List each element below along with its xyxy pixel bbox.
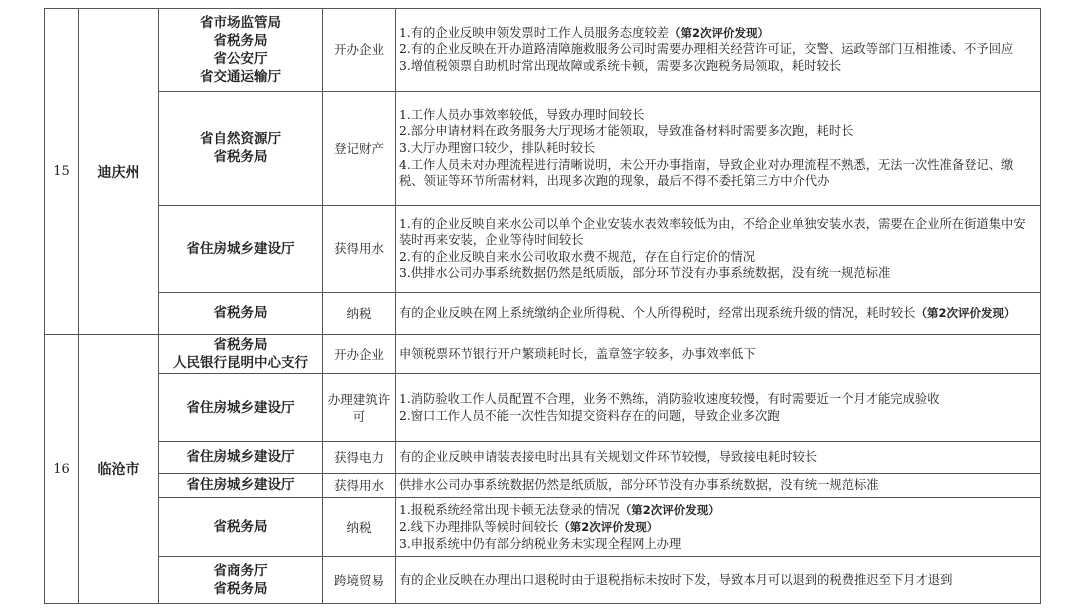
- issue-text: 1.有的企业反映自来水公司以单个企业安装水表效率较低为由，不给企业单独安装水表，需要在企业所在街道集中安装时再来安装，企业等待时间较长: [399, 216, 1026, 248]
- department-name: 省商务厅: [213, 563, 268, 580]
- department-cell: [159, 9, 323, 92]
- table-row: [45, 9, 1041, 92]
- issue-text: 有的企业反映在办理出口退税时由于退税指标未按时下发，导致本月可以退到的税费推迟至下月才退到: [399, 572, 953, 587]
- issue-text: 2.线下办理排队等候时间较长: [399, 519, 559, 534]
- department-name: 省公安厅: [213, 50, 268, 67]
- indicator-name: 纳税: [323, 292, 396, 334]
- department-cell: [159, 292, 323, 334]
- indicator-name: 纳税: [323, 498, 396, 557]
- issue-item: [399, 449, 1037, 466]
- indicator-name: 开办企业: [323, 9, 396, 92]
- table-row: [45, 292, 1041, 334]
- issue-text: 3.增值税领票自助机时常出现故障或系统卡顿，需要多次跑税务局领取，耗时较长: [399, 59, 842, 74]
- department-cell: [159, 205, 323, 292]
- issue-text: 2.有的企业反映自来水公司收取水费不规范，存在自行定价的情况: [399, 249, 756, 264]
- department-cell: [159, 374, 323, 442]
- issue-item: [399, 58, 1037, 75]
- department-cell: [159, 473, 323, 497]
- issue-text: 有的企业反映申请装表接电时出具有关规划文件环节较慢，导致接电耗时较长: [399, 450, 818, 465]
- issue-item: [399, 249, 1037, 266]
- issue-item: [399, 41, 1037, 58]
- table-row: [45, 205, 1041, 292]
- issue-text: 1.消防验收工作人员配置不合理，业务不熟练，消防验收速度较慢，有时需要近一个月才能完成验收: [399, 392, 940, 407]
- department-name: 省住房城乡建设厅: [186, 477, 295, 494]
- table-row: [45, 441, 1041, 473]
- table-row: [45, 374, 1041, 442]
- indicator-name: 获得用水: [323, 205, 396, 292]
- department-cell: [159, 91, 323, 205]
- department-name: 省自然资源厅: [200, 131, 281, 148]
- department-name: 省住房城乡建设厅: [186, 449, 295, 466]
- serial-number: 16: [45, 335, 79, 604]
- department-name: 省税务局: [213, 519, 268, 536]
- serial-number: 15: [45, 9, 79, 335]
- evaluation-table: [44, 8, 1041, 604]
- issue-description: [396, 557, 1041, 604]
- department-name: 省交通运输厅: [200, 68, 281, 85]
- evaluation-tag: （第2次评价发现）: [668, 25, 769, 40]
- evaluation-tag: （第2次评价发现）: [558, 519, 659, 534]
- table-row: [45, 335, 1041, 374]
- issue-text: 1.有的企业反映申领发票时工作人员服务态度较差: [399, 25, 669, 40]
- issue-text: 供排水公司办事系统数据仍然是纸质版，部分环节没有办事系统数据，没有统一规范标准: [399, 478, 879, 493]
- issue-text: 2.有的企业反映在开办道路清障施救服务公司时需要办理相关经营许可证，交警、运政等部门互相推诿、不予回应: [399, 42, 1014, 57]
- issue-item: [399, 157, 1037, 190]
- evaluation-tag: （第2次评价发现）: [915, 306, 1016, 321]
- department-cell: [159, 557, 323, 604]
- department-name: 省市场监管局: [200, 14, 281, 31]
- issue-description: [396, 335, 1041, 374]
- issue-description: [396, 473, 1041, 497]
- issue-description: [396, 292, 1041, 334]
- issue-item: [399, 572, 1037, 589]
- indicator-name: 跨境贸易: [323, 557, 396, 604]
- department-name: 省税务局: [213, 149, 268, 166]
- table-row: [45, 91, 1041, 205]
- evaluation-tag: （第2次评价发现）: [619, 503, 720, 518]
- indicator-name: 获得电力: [323, 441, 396, 473]
- department-name: 人民银行昆明中心支行: [173, 355, 308, 372]
- indicator-name: 办理建筑许可: [323, 374, 396, 442]
- department-name: 省税务局: [213, 305, 268, 322]
- issue-text: 2.窗口工作人员不能一次性告知提交资料存在的问题，导致企业多次跑: [399, 408, 780, 423]
- issue-item: [399, 265, 1037, 282]
- department-name: 省住房城乡建设厅: [186, 240, 295, 257]
- issue-item: [399, 519, 1037, 536]
- department-cell: [159, 335, 323, 374]
- issue-description: [396, 498, 1041, 557]
- issue-item: [399, 346, 1037, 363]
- issue-text: 有的企业反映在网上系统缴纳企业所得税、个人所得税时，经常出现系统升级的情况，耗时较长: [399, 306, 916, 321]
- issue-item: [399, 107, 1037, 124]
- table-row: [45, 473, 1041, 497]
- issue-description: [396, 9, 1041, 92]
- issue-description: [396, 374, 1041, 442]
- issue-item: [399, 477, 1037, 494]
- city-name: 迪庆州: [79, 9, 159, 335]
- issue-text: 4.工作人员未对办理流程进行清晰说明，未公开办事指南，导致企业对办理流程不熟悉，无法一次性准备登记、缴税、领证等环节所需材料，出现多次跑的现象，最后不得不委托第三方中介代办: [399, 157, 1014, 189]
- issue-item: [399, 305, 1037, 322]
- issue-text: 3.大厅办理窗口较少，排队耗时较长: [399, 140, 596, 155]
- issue-item: [399, 25, 1037, 42]
- indicator-name: 登记财产: [323, 91, 396, 205]
- department-name: 省住房城乡建设厅: [186, 399, 295, 416]
- issue-description: [396, 205, 1041, 292]
- issue-text: 申领税票环节银行开户繁琐耗时长，盖章签字较多，办事效率低下: [399, 346, 756, 361]
- department-cell: [159, 441, 323, 473]
- issue-item: [399, 502, 1037, 519]
- issue-text: 3.申报系统中仍有部分纳税业务未实现全程网上办理: [399, 536, 682, 551]
- issue-item: [399, 123, 1037, 140]
- department-name: 省税务局: [213, 337, 268, 354]
- issue-item: [399, 216, 1037, 249]
- issue-item: [399, 536, 1037, 553]
- city-name: 临沧市: [79, 335, 159, 604]
- table-row: [45, 557, 1041, 604]
- department-name: 省税务局: [213, 581, 268, 598]
- department-name: 省税务局: [213, 32, 268, 49]
- issue-text: 1.工作人员办事效率较低，导致办理时间较长: [399, 107, 645, 122]
- department-cell: [159, 498, 323, 557]
- issue-text: 2.部分申请材料在政务服务大厅现场才能领取，导致准备材料时需要多次跑，耗时长: [399, 124, 854, 139]
- issue-description: [396, 441, 1041, 473]
- issue-text: 1.报税系统经常出现卡顿无法登录的情况: [399, 503, 620, 518]
- issue-item: [399, 391, 1037, 408]
- indicator-name: 开办企业: [323, 335, 396, 374]
- issue-item: [399, 140, 1037, 157]
- indicator-name: 获得用水: [323, 473, 396, 497]
- table-row: [45, 498, 1041, 557]
- issue-item: [399, 408, 1037, 425]
- issue-text: 3.供排水公司办事系统数据仍然是纸质版，部分环节没有办事系统数据，没有统一规范标准: [399, 266, 891, 281]
- issue-description: [396, 91, 1041, 205]
